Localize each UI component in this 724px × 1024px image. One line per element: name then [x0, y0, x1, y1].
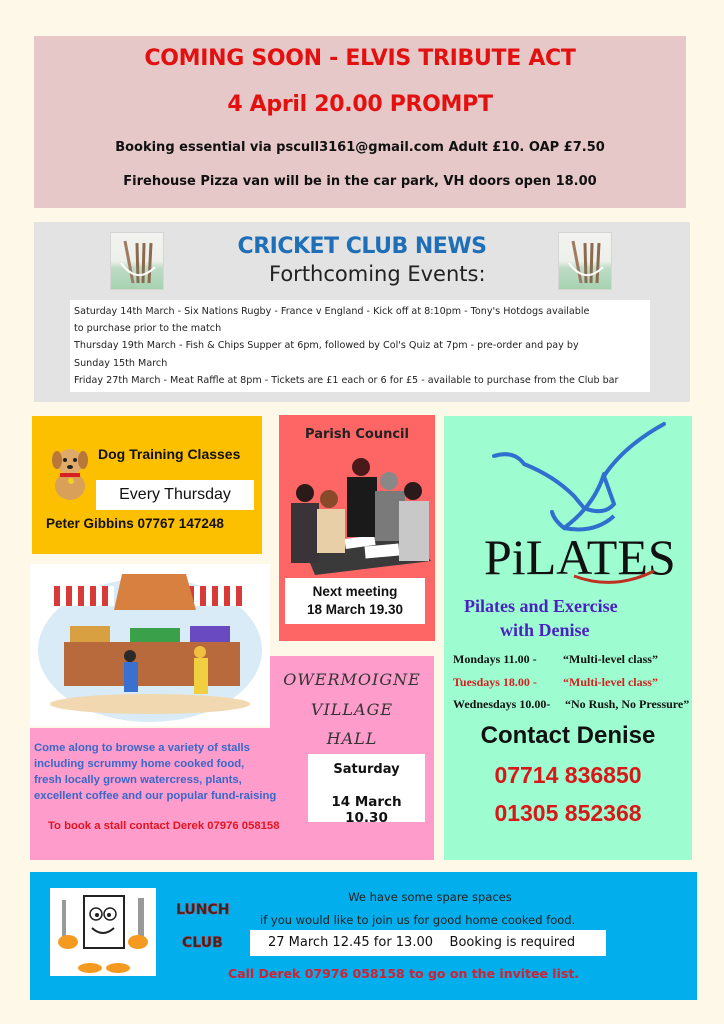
contact-denise-label: Contact Denise — [480, 722, 656, 749]
lunch-spare-spaces: We have some spare spaces — [348, 890, 512, 904]
venue-heading-block — [270, 656, 434, 730]
event-line: Thursday 19th March - Fish & Chips Supper at 6pm, followed by Col's Quiz at 7pm - pre-order and pay by — [74, 340, 579, 352]
class-day: Mondays 11.00 - — [453, 652, 537, 666]
class-day: Tuesdays 18.00 - — [453, 675, 537, 689]
market-description — [34, 740, 276, 804]
lunch-club-panel — [30, 872, 697, 1000]
venue-line: VILLAGE — [310, 700, 394, 719]
lunch-call-contact: Call Derek 07976 058158 to go on the invitee list. — [228, 966, 580, 981]
dog-training-schedule: Every Thursday — [96, 480, 254, 510]
elvis-headline: COMING SOON - ELVIS TRIBUTE ACT — [144, 46, 576, 71]
venue-line: HALL — [326, 729, 378, 748]
market-booking-contact: To book a stall contact Derek 07976 058158 — [48, 820, 280, 832]
description-line: including scrummy home cooked food, — [34, 758, 245, 770]
dog-training-title: Dog Training Classes — [98, 446, 241, 462]
elvis-tribute-panel — [34, 36, 686, 208]
elvis-date: 4 April 20.00 PROMPT — [227, 92, 493, 117]
description-line: Come along to browse a variety of stalls — [34, 742, 250, 754]
dog-training-panel — [32, 416, 262, 554]
lunch-word: LUNCH — [176, 902, 230, 918]
next-meeting-date: 18 March 19.30 — [306, 602, 404, 617]
pilates-logo-text: PiLATES — [484, 529, 676, 585]
pilates-subtitle: Pilates and Exercise — [464, 596, 618, 616]
pilates-phone: 07714 836850 — [494, 762, 642, 788]
market-stalls-illustration — [30, 564, 270, 726]
next-meeting-label: Next meeting — [312, 584, 398, 599]
market-day: Saturday — [333, 762, 400, 777]
parish-council-panel — [279, 415, 435, 641]
venue-line: OWERMOIGNE — [283, 670, 421, 689]
description-line: excellent coffee and our popular fund-raising — [34, 790, 277, 802]
club-word: CLUB — [182, 935, 223, 951]
class-type: “No Rush, No Pressure” — [565, 697, 690, 711]
dog-training-contact: Peter Gibbins 07767 147248 — [46, 516, 224, 531]
lunch-invitation: if you would like to join us for good home cooked food. — [260, 913, 576, 927]
description-line: fresh locally grown watercress, plants, — [34, 774, 242, 786]
pilates-logo — [454, 416, 684, 586]
class-type: “Multi-level class” — [563, 652, 658, 666]
pilates-panel — [444, 416, 692, 860]
parish-council-title: Parish Council — [305, 427, 409, 442]
market-date: 14 March 10.30 — [331, 794, 402, 826]
event-line: Sunday 15th March — [74, 357, 168, 369]
cricket-subtitle: Forthcoming Events: — [269, 262, 486, 286]
cricket-events-list — [70, 300, 650, 392]
cricket-title: CRICKET CLUB NEWS — [237, 234, 487, 259]
meeting-people-illustration — [285, 451, 431, 575]
event-line: Friday 27th March - Meat Raffle at 8pm - Tickets are £1 each or 6 for £5 - available to purchase from the Club bar — [74, 374, 619, 386]
pilates-subtitle-2: with Denise — [500, 620, 590, 640]
dog-icon — [46, 444, 92, 504]
lunch-date-box: 27 March 12.45 for 13.00 Booking is required — [250, 930, 606, 956]
elvis-booking: Booking essential via pscull3161@gmail.com Adult £10. OAP £7.50 — [115, 140, 605, 155]
class-day: Wednesdays 10.00- — [453, 697, 551, 711]
market-date-box — [308, 754, 425, 826]
elvis-pizza-info: Firehouse Pizza van will be in the car park, VH doors open 18.00 — [123, 174, 597, 189]
event-line: to purchase prior to the match — [74, 323, 222, 335]
event-line: Saturday 14th March - Six Nations Rugby - France v England - Kick off at 8:10pm - Tony's Hotdogs available — [74, 306, 590, 317]
pilates-phone: 01305 852368 — [494, 800, 642, 826]
next-meeting-box — [285, 578, 425, 624]
class-type: “Multi-level class” — [563, 675, 658, 689]
cricket-club-panel — [34, 222, 690, 402]
